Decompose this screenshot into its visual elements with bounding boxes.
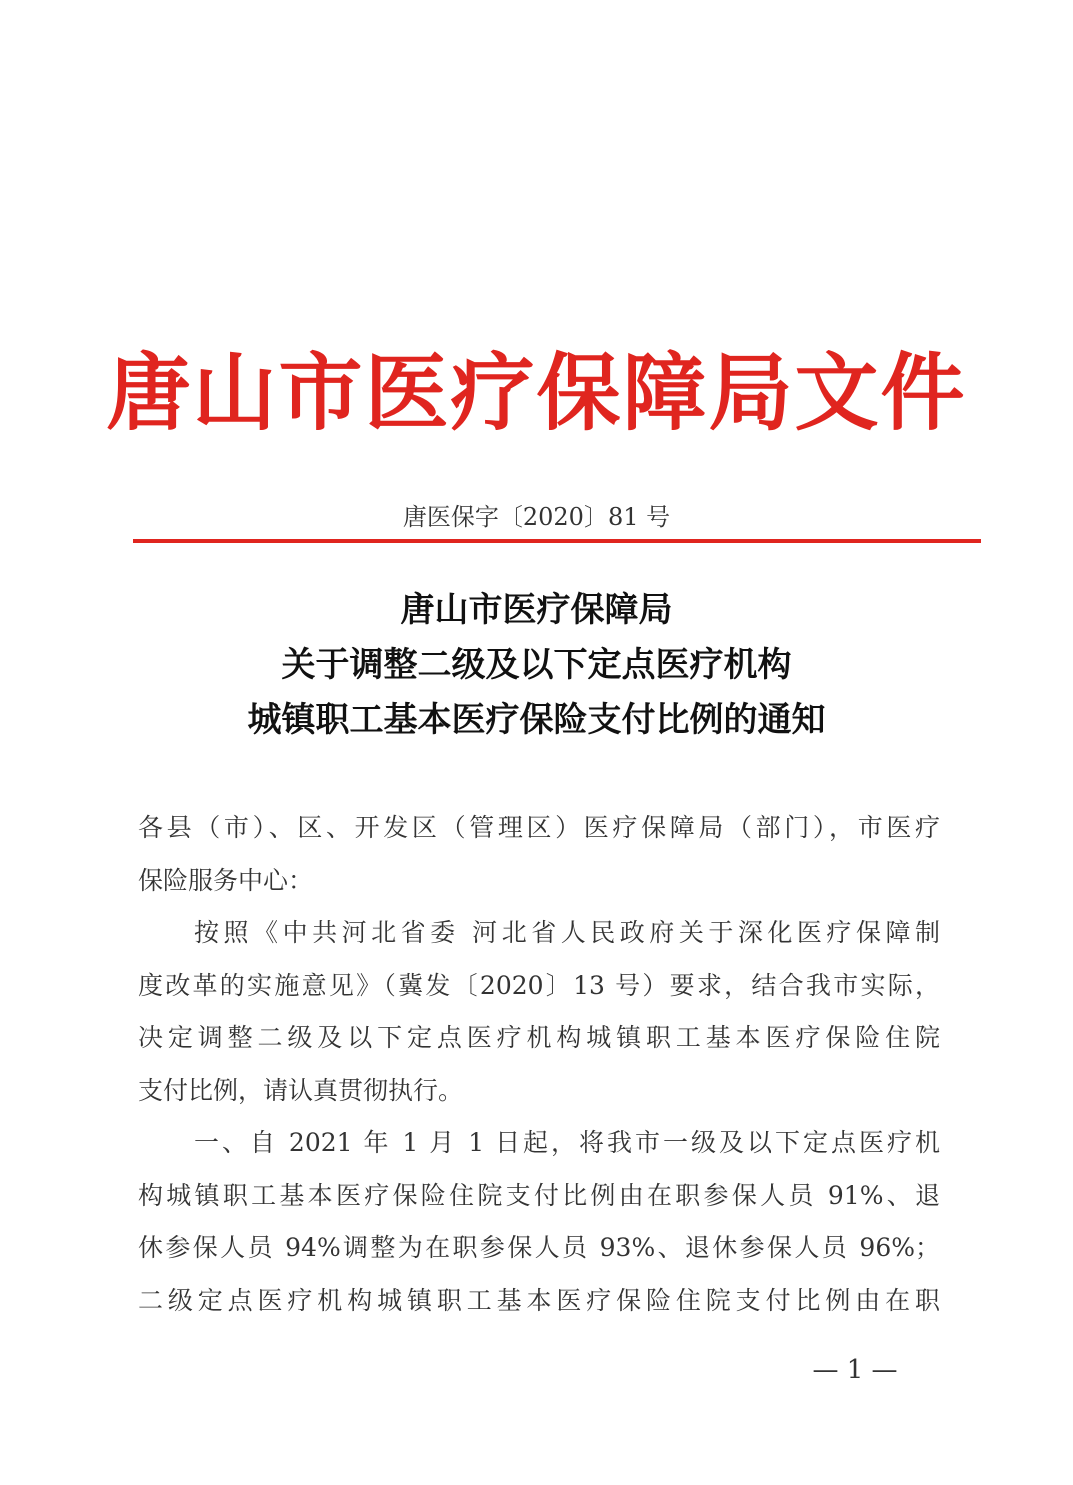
notice-title-line-2: 关于调整二级及以下定点医疗机构 bbox=[281, 645, 792, 685]
notice-body bbox=[138, 802, 940, 1327]
body-line: 决定调整二级及以下定点医疗机构城镇职工基本医疗保险住院 bbox=[138, 1023, 940, 1052]
notice-title-line-3: 城镇职工基本医疗保险支付比例的通知 bbox=[247, 700, 826, 740]
body-line: 休参保人员 94%调整为在职参保人员 93%、退休参保人员 96%； bbox=[138, 1233, 940, 1262]
notice-title-line-1: 唐山市医疗保障局 bbox=[400, 590, 673, 630]
body-line: 保险服务中心： bbox=[138, 865, 314, 895]
document-header-title: 唐山市医疗保障局文件 bbox=[106, 343, 967, 442]
body-line: 支付比例，请认真贯彻执行。 bbox=[138, 1075, 464, 1105]
body-line: 构城镇职工基本医疗保险住院支付比例由在职参保人员 91%、退 bbox=[138, 1180, 940, 1210]
body-line: 度改革的实施意见》（冀发〔2020〕13 号）要求，结合我市实际， bbox=[138, 970, 940, 1000]
page-number: — 1 — bbox=[812, 1355, 898, 1385]
body-line: 各县（市）、区、开发区（管理区）医疗保障局（部门），市医疗 bbox=[138, 813, 940, 842]
body-line: 一、自 2021 年 1 月 1 日起，将我市一级及以下定点医疗机 bbox=[194, 1128, 940, 1157]
notice-title bbox=[0, 583, 1073, 748]
body-line: 二级定点医疗机构城镇职工基本医疗保险住院支付比例由在职 bbox=[138, 1285, 940, 1315]
red-divider-line bbox=[133, 539, 981, 543]
document-number: 唐医保字〔2020〕81 号 bbox=[402, 503, 671, 531]
body-line: 按照《中共河北省委 河北省人民政府关于深化医疗保障制 bbox=[194, 918, 940, 947]
